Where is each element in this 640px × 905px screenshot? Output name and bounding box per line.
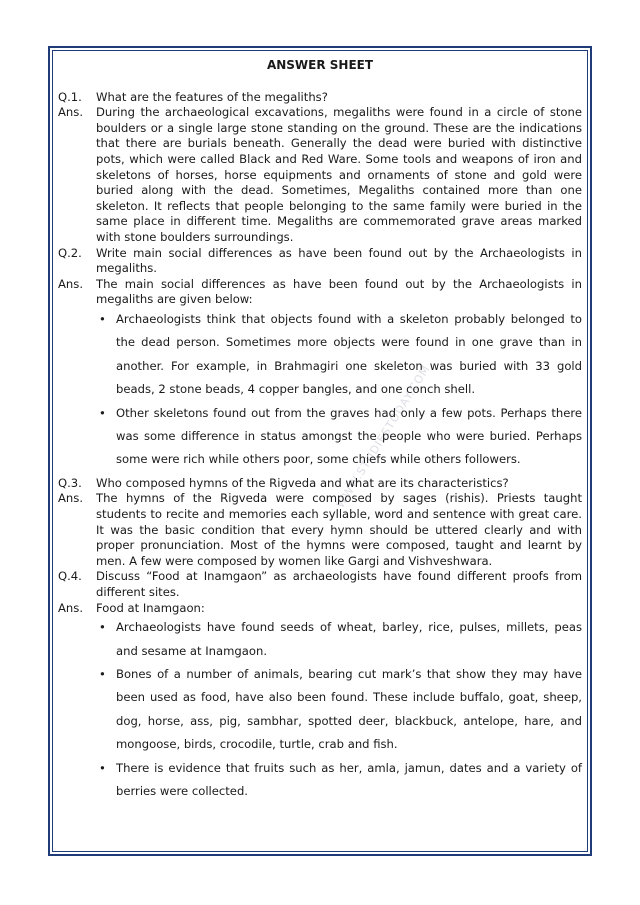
question-text: What are the features of the megaliths? [96, 89, 328, 104]
question-2 [58, 246, 582, 277]
answer-4-bullets [58, 616, 582, 803]
question-text: Who composed hymns of the Rigveda and what are its characteristics? [96, 475, 509, 490]
answer-text: The main social differences as have been found out by the Archaeologists in megaliths are given below: [96, 276, 582, 307]
list-item [96, 663, 582, 757]
answer-2 [58, 277, 582, 308]
question-4 [58, 569, 582, 600]
answer-text: The hymns of the Rigveda were composed by sages (rishis). Priests taught students to recite and memories each syllable, word and sentence with great care. It was the basic condition that every hymn should be uttered clearly and with proper pronunciation. Most of the hymns were composed, taught and learnt by men. A few were composed by women like Gargi and Vishveshwara. [96, 491, 582, 568]
bullet-text: Other skeletons found out from the graves had only a few pots. Perhaps there was some difference in status amongst the people who were buried. Perhaps some were rich while others poor, some chiefs while others followers. [116, 405, 582, 467]
list-item [96, 757, 582, 804]
bullet-text: Archaeologists have found seeds of wheat, barley, rice, pulses, millets, peas and sesame at Inamgaon. [116, 620, 582, 658]
question-label: Q.2. [58, 245, 82, 260]
bullet-icon: • [99, 666, 106, 681]
bullet-icon: • [99, 760, 106, 775]
answer-4 [58, 601, 582, 617]
list-item [96, 402, 582, 472]
answer-1 [58, 105, 582, 245]
question-1 [58, 90, 582, 106]
list-item [96, 308, 582, 402]
list-item [96, 616, 582, 663]
page-title: ANSWER SHEET [266, 58, 374, 72]
bullet-text: Archaeologists think that objects found with a skeleton probably belonged to the dead person. Sometimes more objects were found in one grave than in another. For example, in Brahmagiri one skeleton was buried with 33 gold beads, 2 stone beads, 4 copper bangles, and one conch shell. [116, 311, 582, 397]
answer-2-bullets [58, 308, 582, 472]
question-text: Discuss “Food at Inamgaon” as archaeologists have found different proofs from different sites. [96, 569, 582, 599]
answer-label: Ans. [58, 105, 84, 120]
answer-label: Ans. [58, 600, 84, 615]
question-label: Q.3. [58, 475, 82, 490]
bullet-text: Bones of a number of animals, bearing cut mark’s that show they may have been used as food, have also been found. These include buffalo, goat, sheep, dog, horse, ass, pig, sambhar, spotted deer, blackbuck, antelope, hare, and mongoose, birds, crocodile, turtle, crab and fish. [116, 666, 582, 752]
answer-3 [58, 491, 582, 569]
bullet-icon: • [99, 311, 106, 326]
question-text: Write main social differences as have been found out by the Archaeologists in megaliths. [96, 245, 582, 276]
question-label: Q.1. [58, 89, 82, 104]
watermark: WWW.STUDIESTODAY.COM [333, 362, 433, 511]
bullet-icon: • [99, 405, 106, 420]
answer-text: During the archaeological excavations, megaliths were found in a circle of stone boulders or a single large stone standing on the ground. These are the indications that there are burials beneath. Generally the dead were buried with distinctive pots, which were called Black and Red Ware. Some tools and weapons of iron and skeletons of horses, horse equipments and ornaments of stone and gold were buried along with the dead. Sometimes, Megaliths contained more than one skeleton. It reflects that people belonging to the same family were buried in the same place in different time. Megaliths are commemorated grave areas marked with stone boulders surroundings. [96, 105, 582, 244]
question-label: Q.4. [58, 569, 82, 584]
answer-sheet [58, 56, 582, 803]
answer-text: Food at Inamgaon: [96, 600, 205, 615]
answer-label: Ans. [58, 491, 84, 506]
answer-label: Ans. [58, 276, 84, 291]
question-3 [58, 476, 582, 492]
bullet-icon: • [99, 620, 106, 635]
bullet-text: There is evidence that fruits such as her, amla, jamun, dates and a variety of berries were collected. [116, 760, 582, 798]
